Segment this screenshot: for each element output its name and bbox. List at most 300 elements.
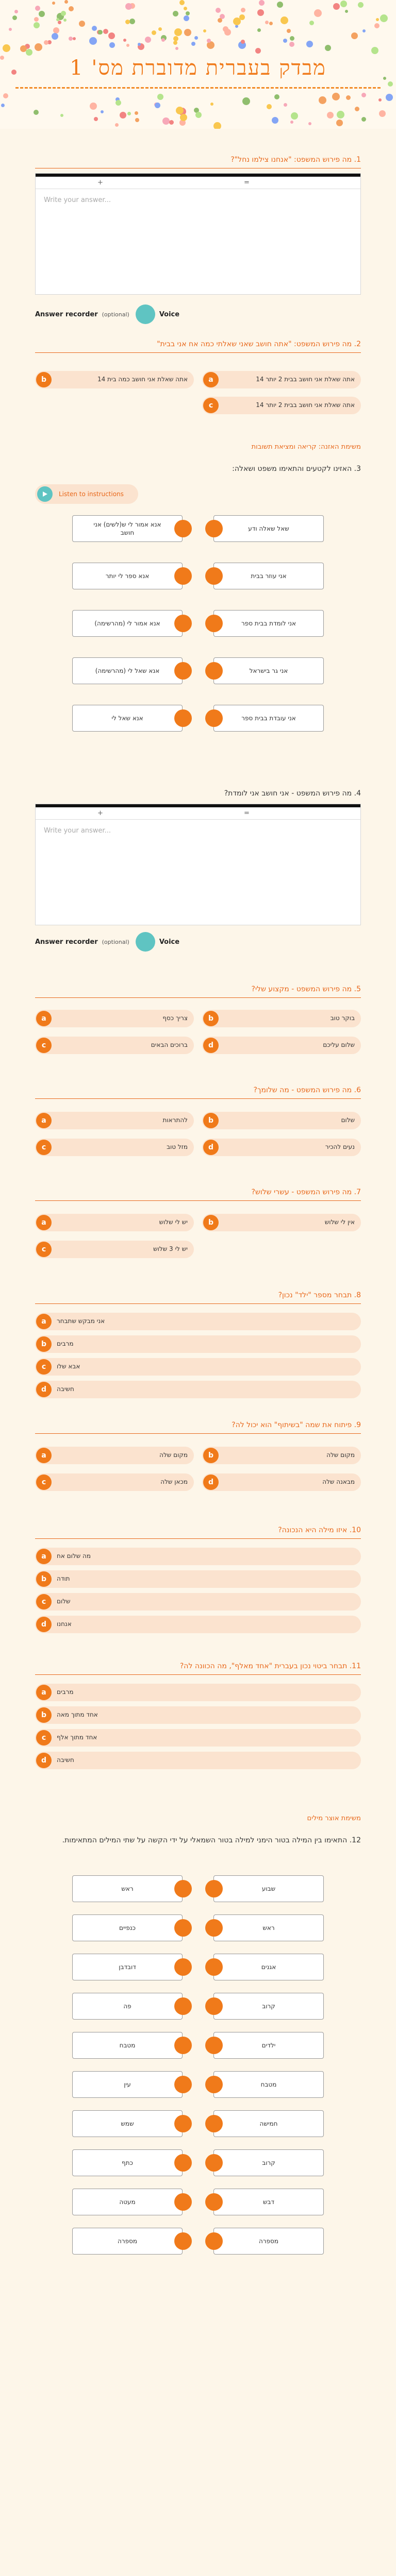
option-badge: c bbox=[36, 1038, 52, 1053]
question-5 bbox=[35, 984, 361, 998]
match-right-dot[interactable] bbox=[205, 2037, 223, 2054]
confetti-dot bbox=[180, 114, 187, 121]
confetti-dot bbox=[269, 22, 273, 25]
confetti-dot bbox=[327, 112, 334, 118]
confetti-dot bbox=[116, 100, 121, 106]
confetti-dot bbox=[308, 122, 311, 125]
question-12 bbox=[35, 1835, 361, 1849]
option-a[interactable] bbox=[35, 1447, 194, 1464]
option-text: חשיבה bbox=[57, 1385, 74, 1393]
confetti-dot bbox=[145, 37, 151, 43]
confetti-dot bbox=[63, 19, 67, 22]
confetti-dot bbox=[73, 37, 76, 40]
confetti-dot bbox=[280, 16, 288, 24]
option-badge: a bbox=[36, 1113, 52, 1128]
option-badge: c bbox=[36, 1140, 52, 1155]
option-badge: b bbox=[36, 1707, 52, 1723]
confetti-dot bbox=[176, 107, 184, 114]
question-10-title: 10. איזו מילה היא הנכונה? bbox=[35, 1525, 361, 1539]
match-left-item[interactable]: עין bbox=[72, 2071, 183, 2098]
confetti-dot bbox=[173, 11, 178, 16]
question-2-title: 2. מה פירוש המשפט: "אתה חושב שאני שאלתי כמה אח אני בבית" bbox=[35, 339, 361, 353]
recorder-optional: (optional) bbox=[102, 311, 129, 318]
option-text: מזל טוב bbox=[167, 1143, 188, 1150]
confetti-dot bbox=[379, 110, 386, 117]
option-a[interactable] bbox=[35, 1313, 361, 1330]
match-right-dot[interactable] bbox=[205, 2154, 223, 2172]
confetti-dot bbox=[361, 93, 366, 97]
confetti-dot bbox=[125, 20, 130, 24]
option-text: אתה שאלת אני חושב בבית 2 יותר 14 bbox=[256, 376, 355, 383]
match-right-item[interactable]: אגנים bbox=[213, 1954, 324, 1980]
match-right-item[interactable]: שאל שאלה ודע bbox=[213, 515, 324, 542]
answer-editor-4[interactable] bbox=[35, 804, 361, 925]
match-left-item[interactable]: מטבח bbox=[72, 2032, 183, 2059]
question-6 bbox=[35, 1085, 361, 1099]
option-text: נעים להכיר bbox=[325, 1143, 355, 1150]
confetti-dot bbox=[191, 42, 195, 46]
confetti-dot bbox=[125, 3, 132, 10]
confetti-dot bbox=[213, 122, 221, 129]
match-left-item[interactable]: אנא אמור לי (מהרשימה) bbox=[72, 610, 183, 637]
confetti-dot bbox=[257, 9, 264, 16]
match-left-item[interactable]: אנא אמור לי ש(לשים) אני חושב bbox=[72, 515, 183, 542]
confetti-dot bbox=[319, 96, 326, 104]
option-d[interactable] bbox=[35, 1616, 361, 1633]
option-d[interactable] bbox=[35, 1752, 361, 1769]
confetti-dot bbox=[101, 110, 104, 113]
confetti-dot bbox=[103, 29, 108, 34]
confetti-dot bbox=[383, 77, 386, 80]
option-badge: b bbox=[203, 1113, 219, 1128]
confetti-dot bbox=[98, 30, 103, 35]
option-text: יש לי 3 שלוש bbox=[153, 1245, 188, 1252]
option-text: בוקר טוב bbox=[330, 1014, 355, 1022]
match-left-dot[interactable] bbox=[174, 567, 192, 585]
option-a[interactable] bbox=[35, 1112, 194, 1129]
question-1-title: 1. מה פירוש המשפט: "אנחנו צילמו נחל"? bbox=[35, 155, 361, 168]
confetti-dot bbox=[333, 3, 340, 10]
confetti-dot bbox=[12, 15, 17, 20]
confetti-dot bbox=[35, 6, 40, 11]
match-left-item[interactable]: מספרה bbox=[72, 2228, 183, 2255]
match-right-item[interactable]: אני עובדת בבית ספר bbox=[213, 705, 324, 732]
match-right-dot[interactable] bbox=[205, 1919, 223, 1937]
confetti-dot bbox=[126, 44, 129, 47]
confetti-dot bbox=[158, 27, 162, 31]
option-b[interactable] bbox=[202, 1447, 361, 1464]
option-d[interactable] bbox=[35, 1381, 361, 1398]
option-a[interactable] bbox=[35, 1684, 361, 1701]
listening-section-title: משימת האזנה: קריאה ומציאת תשובות bbox=[251, 443, 361, 451]
editor-placeholder[interactable]: Write your answer... bbox=[44, 827, 111, 835]
microphone-icon[interactable] bbox=[136, 304, 155, 324]
option-text: מכאן שלה bbox=[160, 1478, 188, 1485]
match-right-item[interactable]: קרוב bbox=[213, 2149, 324, 2176]
confetti-dot bbox=[44, 40, 48, 45]
confetti-dot bbox=[79, 21, 85, 27]
match-right-dot[interactable] bbox=[205, 2193, 223, 2211]
option-badge: d bbox=[203, 1140, 219, 1155]
option-badge: c bbox=[36, 1594, 52, 1609]
confetti-dot bbox=[90, 103, 97, 110]
confetti-dot bbox=[386, 94, 393, 101]
confetti-dot bbox=[380, 14, 388, 22]
confetti-dot bbox=[355, 107, 359, 111]
option-badge: d bbox=[36, 1617, 52, 1632]
match-left-item[interactable]: אנא שאל לי (מהרשימה) bbox=[72, 657, 183, 684]
confetti-dot bbox=[34, 110, 39, 115]
option-d[interactable] bbox=[202, 1037, 361, 1054]
option-c[interactable] bbox=[35, 1241, 194, 1258]
option-text: תודה bbox=[57, 1575, 70, 1582]
match-right-item[interactable]: אני גר בישראל bbox=[213, 657, 324, 684]
match-left-dot[interactable] bbox=[174, 2076, 192, 2093]
confetti-dot bbox=[265, 21, 269, 24]
match-right-item[interactable]: קרוב bbox=[213, 1993, 324, 2020]
question-5-title: 5. מה פירוש המשפט - מקצוע שלי? bbox=[35, 984, 361, 998]
question-4 bbox=[35, 788, 361, 802]
question-11 bbox=[35, 1661, 361, 1675]
tools-icon[interactable]: = bbox=[244, 809, 250, 817]
option-b[interactable] bbox=[35, 1706, 361, 1724]
confetti-dot bbox=[108, 32, 115, 39]
tools-icon[interactable]: = bbox=[244, 179, 250, 187]
confetti-dot bbox=[129, 19, 135, 24]
question-3 bbox=[35, 464, 361, 477]
confetti-dot bbox=[194, 36, 198, 40]
confetti-dot bbox=[89, 37, 97, 45]
match-right-item[interactable]: דבש bbox=[213, 2189, 324, 2215]
match-left-dot[interactable] bbox=[174, 2193, 192, 2211]
confetti-dot bbox=[306, 41, 313, 47]
confetti-dot bbox=[371, 47, 378, 54]
confetti-dot bbox=[0, 56, 4, 60]
confetti-dot bbox=[345, 10, 348, 13]
option-text: אין לי שלוש bbox=[324, 1218, 355, 1226]
editor-placeholder[interactable]: Write your answer... bbox=[44, 196, 111, 204]
option-c[interactable] bbox=[35, 1593, 361, 1611]
match-right-item[interactable]: מטבח bbox=[213, 2071, 324, 2098]
confetti-dot bbox=[218, 18, 222, 23]
confetti-dot bbox=[157, 94, 163, 100]
confetti-dot bbox=[135, 118, 139, 122]
option-c[interactable] bbox=[35, 1473, 194, 1491]
confetti-dot bbox=[257, 28, 261, 32]
option-text: מקום שלה bbox=[159, 1451, 188, 1459]
option-text: אתה שאלת אני חושב כמה בית 14 bbox=[97, 376, 188, 383]
option-badge: b bbox=[203, 1215, 219, 1230]
confetti-dot bbox=[174, 28, 182, 36]
match-left-item[interactable]: אנא שאל לי bbox=[72, 705, 183, 732]
confetti-dot bbox=[184, 7, 187, 10]
confetti-dot bbox=[224, 29, 231, 36]
option-b[interactable] bbox=[202, 1214, 361, 1231]
option-text: אנחנו bbox=[57, 1620, 72, 1628]
question-6-title: 6. מה פירוש המשפט - מה שלומך? bbox=[35, 1085, 361, 1099]
option-badge: c bbox=[203, 398, 219, 413]
match-left-dot[interactable] bbox=[174, 662, 192, 680]
confetti-dot bbox=[195, 112, 202, 118]
match-left-item[interactable]: פה bbox=[72, 1993, 183, 2020]
confetti-dot bbox=[94, 117, 98, 121]
match-right-item[interactable]: אני לומדת בבית ספר bbox=[213, 610, 324, 637]
option-badge: b bbox=[36, 372, 52, 387]
question-4-title: 4. מה פירוש המשפט - אני חושב אני לומדת? bbox=[224, 789, 361, 798]
option-b[interactable] bbox=[202, 1112, 361, 1129]
answer-editor-1[interactable] bbox=[35, 173, 361, 295]
match-left-dot[interactable] bbox=[174, 1919, 192, 1937]
question-1 bbox=[35, 155, 361, 168]
confetti-dot bbox=[52, 2, 55, 5]
confetti-dot bbox=[207, 39, 211, 43]
option-badge: d bbox=[36, 1753, 52, 1768]
match-left-dot[interactable] bbox=[174, 520, 192, 537]
match-right-dot[interactable] bbox=[205, 709, 223, 727]
match-right-dot[interactable] bbox=[205, 567, 223, 585]
confetti-dot bbox=[109, 42, 115, 48]
play-icon bbox=[37, 486, 53, 502]
confetti-dot bbox=[3, 44, 10, 52]
confetti-dot bbox=[255, 48, 261, 54]
confetti-dot bbox=[14, 10, 18, 13]
confetti-dot bbox=[374, 23, 380, 28]
size-icon[interactable]: + bbox=[97, 809, 103, 817]
question-2 bbox=[35, 339, 361, 353]
confetti-dot bbox=[1, 104, 5, 107]
confetti-dot bbox=[34, 17, 39, 22]
confetti-dot bbox=[69, 6, 74, 11]
match-right-dot[interactable] bbox=[205, 2076, 223, 2093]
option-badge: a bbox=[36, 1215, 52, 1230]
option-text: יש לי שלוש bbox=[159, 1218, 188, 1226]
option-badge: a bbox=[36, 1011, 52, 1026]
confetti-dot bbox=[336, 120, 343, 126]
question-3-title: 3. האזינו לקטעים והתאימו משפט ושאלה: bbox=[232, 465, 361, 473]
option-c[interactable] bbox=[35, 1729, 361, 1747]
match-right-dot[interactable] bbox=[205, 2115, 223, 2132]
answer-recorder-4 bbox=[35, 931, 241, 952]
match-right-dot[interactable] bbox=[205, 1880, 223, 1897]
confetti-dot bbox=[290, 121, 293, 124]
question-7 bbox=[35, 1187, 361, 1201]
listen-label: Listen to instructions bbox=[59, 490, 124, 498]
option-text: ברוכים הבאים bbox=[151, 1041, 188, 1048]
option-text: אני מבקש שתבחר bbox=[57, 1317, 105, 1325]
match-left-dot[interactable] bbox=[174, 2037, 192, 2054]
match-left-item[interactable]: שמש bbox=[72, 2110, 183, 2137]
confetti-dot bbox=[378, 98, 382, 101]
match-right-dot[interactable] bbox=[205, 520, 223, 537]
recorder-voice: Voice bbox=[159, 310, 180, 318]
match-left-dot[interactable] bbox=[174, 2115, 192, 2132]
match-left-dot[interactable] bbox=[174, 2232, 192, 2250]
match-left-item[interactable]: ראש bbox=[72, 1875, 183, 1902]
recorder-label: Answer recorder bbox=[35, 938, 98, 946]
option-a[interactable] bbox=[202, 371, 361, 388]
confetti-dot bbox=[60, 114, 63, 117]
confetti-dot bbox=[175, 47, 178, 50]
question-10 bbox=[35, 1525, 361, 1539]
option-badge: b bbox=[36, 1336, 52, 1352]
option-badge: d bbox=[203, 1475, 219, 1490]
question-9-title: 9. פיתוח את שמה "בשיתוף" הוא יכול לה? bbox=[35, 1420, 361, 1434]
option-text: אבא שלו bbox=[57, 1363, 80, 1370]
match-left-dot[interactable] bbox=[174, 1880, 192, 1897]
confetti-dot bbox=[26, 49, 32, 56]
confetti-dot bbox=[337, 111, 344, 118]
question-8 bbox=[35, 1290, 361, 1304]
size-icon[interactable]: + bbox=[97, 179, 103, 187]
confetti-dot bbox=[376, 18, 379, 21]
option-badge: a bbox=[36, 1685, 52, 1700]
recorder-voice: Voice bbox=[159, 938, 180, 946]
confetti-dot bbox=[64, 0, 68, 4]
microphone-icon[interactable] bbox=[136, 932, 155, 952]
confetti-dot bbox=[388, 81, 393, 87]
option-c[interactable] bbox=[35, 1139, 194, 1156]
confetti-dot bbox=[216, 8, 221, 13]
option-text: מרבים bbox=[57, 1688, 74, 1696]
confetti-dot bbox=[61, 11, 66, 16]
match-right-dot[interactable] bbox=[205, 1958, 223, 1976]
match-right-item[interactable]: ילדים bbox=[213, 2032, 324, 2059]
confetti-dot bbox=[127, 112, 131, 115]
match-right-item[interactable]: אני עוזר בבית bbox=[213, 563, 324, 589]
match-left-dot[interactable] bbox=[174, 1997, 192, 2015]
option-d[interactable] bbox=[202, 1139, 361, 1156]
option-text: צריך כסף bbox=[162, 1014, 188, 1022]
option-text: אתה שאלת אני חושב בבית 2 יותר 14 bbox=[256, 401, 355, 409]
option-c[interactable] bbox=[35, 1358, 361, 1376]
recorder-optional: (optional) bbox=[102, 938, 129, 945]
option-badge: b bbox=[36, 1571, 52, 1587]
confetti-dot bbox=[115, 123, 119, 127]
confetti-dot bbox=[290, 36, 294, 41]
option-text: שלום bbox=[57, 1598, 71, 1605]
confetti-dot bbox=[241, 8, 245, 12]
confetti-dot bbox=[162, 117, 170, 125]
confetti-dot bbox=[35, 43, 42, 51]
confetti-dot bbox=[9, 28, 12, 31]
confetti-dot bbox=[52, 33, 58, 40]
confetti-dot bbox=[274, 94, 279, 99]
confetti-dot bbox=[155, 103, 160, 108]
confetti-dot bbox=[242, 97, 250, 105]
match-left-item[interactable]: מעטה bbox=[72, 2189, 183, 2215]
confetti-dot bbox=[120, 112, 126, 118]
confetti-dot bbox=[287, 29, 291, 33]
confetti-dot bbox=[58, 21, 61, 24]
option-a[interactable] bbox=[35, 1214, 194, 1231]
confetti-dot bbox=[210, 103, 213, 106]
match-right-item[interactable]: שבוע bbox=[213, 1875, 324, 1902]
option-a[interactable] bbox=[35, 1548, 361, 1565]
confetti-dot bbox=[277, 2, 283, 8]
confetti-dot bbox=[123, 39, 126, 42]
confetti-dot bbox=[289, 42, 294, 47]
confetti-dot bbox=[239, 14, 245, 20]
match-left-item[interactable]: כנפיים bbox=[72, 1914, 183, 1941]
option-b[interactable] bbox=[35, 371, 194, 388]
confetti-dot bbox=[161, 38, 165, 42]
confetti-dot bbox=[340, 1, 347, 7]
option-text: שלום bbox=[341, 1116, 355, 1124]
option-badge: a bbox=[36, 1549, 52, 1564]
match-left-item[interactable]: אנא ספר לי יותר bbox=[72, 563, 183, 589]
confetti-dot bbox=[169, 120, 174, 125]
match-left-dot[interactable] bbox=[174, 2154, 192, 2172]
confetti-dot bbox=[314, 9, 322, 17]
match-left-dot[interactable] bbox=[174, 1958, 192, 1976]
option-a[interactable] bbox=[35, 1010, 194, 1027]
option-c[interactable] bbox=[35, 1037, 194, 1054]
confetti-dot bbox=[203, 29, 206, 32]
confetti-dot bbox=[3, 93, 8, 98]
option-text: מה שלום אח bbox=[57, 1552, 91, 1560]
vocab-section-title: משימת אוצר מילים bbox=[307, 1815, 361, 1822]
listen-instructions-button[interactable] bbox=[35, 484, 138, 504]
header bbox=[0, 0, 396, 129]
confetti-dot bbox=[272, 117, 278, 124]
option-badge: d bbox=[203, 1038, 219, 1053]
option-text: מבאנה שלה bbox=[322, 1478, 355, 1485]
match-left-dot[interactable] bbox=[174, 709, 192, 727]
question-9 bbox=[35, 1420, 361, 1434]
option-b[interactable] bbox=[202, 1010, 361, 1027]
option-b[interactable] bbox=[35, 1570, 361, 1588]
option-text: מקום שלה bbox=[326, 1451, 355, 1459]
confetti-dot bbox=[291, 112, 298, 120]
option-badge: a bbox=[36, 1448, 52, 1463]
question-11-title: 11. תבחר ביטוי נכון בעברית "אחד מאלף", מה הכוונה לה? bbox=[35, 1661, 361, 1675]
confetti-dot bbox=[179, 0, 185, 5]
option-badge: c bbox=[36, 1359, 52, 1375]
match-right-dot[interactable] bbox=[205, 662, 223, 680]
match-right-dot[interactable] bbox=[205, 1997, 223, 2015]
option-badge: a bbox=[203, 372, 219, 387]
confetti-dot bbox=[186, 11, 190, 15]
option-badge: b bbox=[203, 1011, 219, 1026]
confetti-dot bbox=[39, 11, 45, 17]
confetti-dot bbox=[346, 95, 351, 100]
match-right-dot[interactable] bbox=[205, 2232, 223, 2250]
option-text: אחד מתוך מאה bbox=[57, 1711, 98, 1718]
option-text: מרבים bbox=[57, 1340, 74, 1347]
option-badge: c bbox=[36, 1475, 52, 1490]
option-text: חשיבה bbox=[57, 1756, 74, 1764]
confetti-dot bbox=[267, 104, 272, 109]
confetti-dot bbox=[283, 39, 287, 43]
confetti-dot bbox=[152, 30, 156, 35]
match-left-dot[interactable] bbox=[174, 615, 192, 632]
match-right-item[interactable]: חמישה bbox=[213, 2110, 324, 2137]
match-right-dot[interactable] bbox=[205, 615, 223, 632]
confetti-dot bbox=[241, 40, 245, 44]
match-left-item[interactable]: כתף bbox=[72, 2149, 183, 2176]
confetti-dot bbox=[92, 26, 97, 31]
match-left-item[interactable]: דובדבן bbox=[72, 1954, 183, 1980]
confetti-dot bbox=[173, 36, 178, 41]
option-b[interactable] bbox=[35, 1335, 361, 1353]
match-right-item[interactable]: מספרה bbox=[213, 2228, 324, 2255]
match-right-item[interactable]: ראש bbox=[213, 1914, 324, 1941]
option-c[interactable] bbox=[202, 397, 361, 414]
option-d[interactable] bbox=[202, 1473, 361, 1491]
confetti-dot bbox=[138, 43, 141, 46]
option-text: שלום עליכם bbox=[323, 1041, 355, 1048]
option-badge: b bbox=[203, 1448, 219, 1463]
